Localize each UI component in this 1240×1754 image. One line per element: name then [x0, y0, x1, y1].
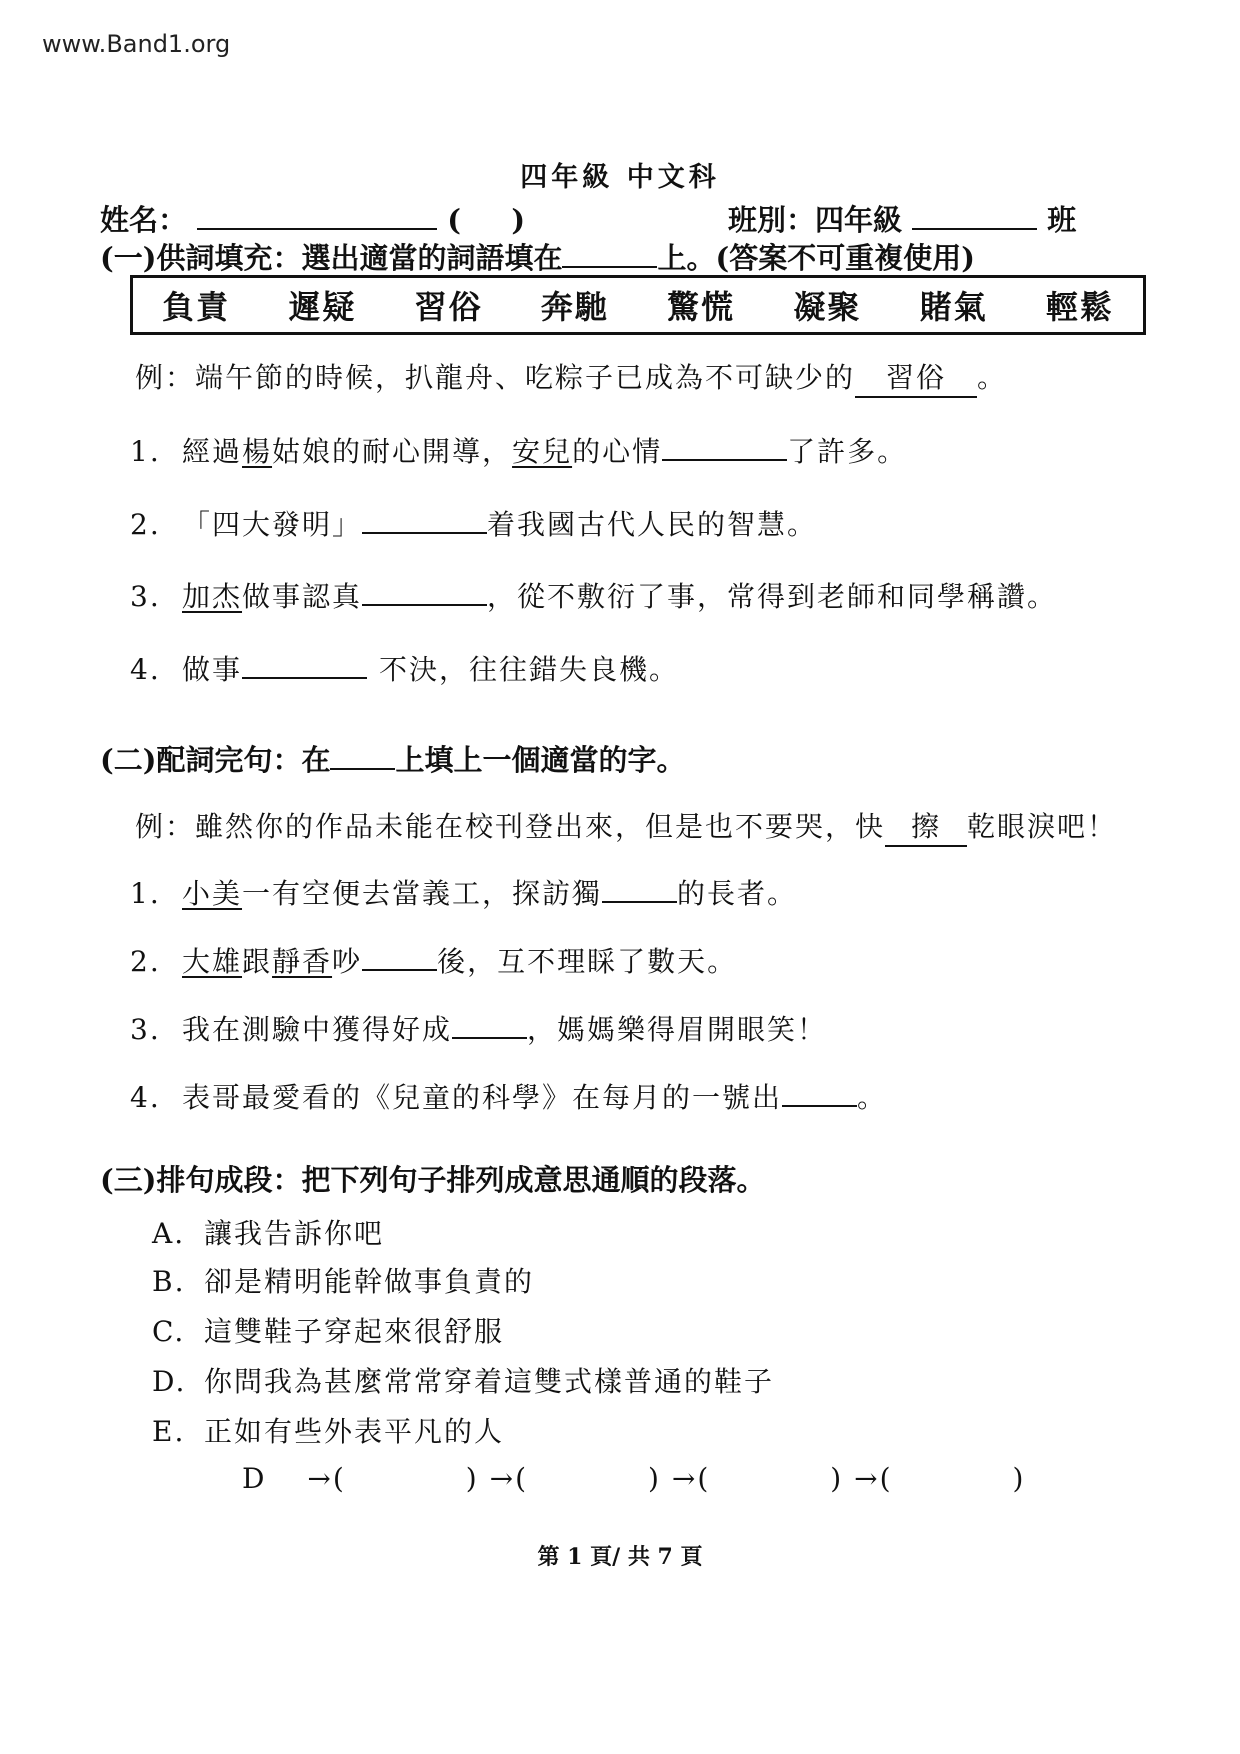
word-bank [130, 275, 1146, 335]
word-bank-item: 負責 [162, 288, 231, 326]
example-text: 例：雖然你的作品未能在校刊登出來，但是也不要哭，快 [135, 810, 886, 843]
question-text: 做事 [182, 653, 243, 686]
question-text: 做事認真 [242, 580, 363, 613]
question-text: ，從不敷衍了事，常得到老師和同學稱讚。 [487, 580, 1058, 613]
example-end: 。 [977, 361, 1008, 394]
question-number: 3. [130, 1013, 161, 1046]
question-text: 「四大發明」 [182, 508, 363, 541]
section2-instruction-b: 上填上一個適當的字。 [395, 743, 686, 777]
section1-heading: (一)供詞填充： [100, 241, 302, 275]
question-text: 的長者。 [677, 877, 798, 910]
sequence-blank[interactable]: ( [332, 1462, 346, 1495]
sentence-letter: C. [152, 1315, 186, 1348]
question-number: 3. [130, 580, 161, 613]
proper-name: 加杰 [182, 580, 243, 613]
section1-q1 [130, 430, 907, 470]
page-title: 四年級 中文科 [520, 162, 720, 193]
question-text: 經過 [182, 435, 243, 468]
answer-blank[interactable] [362, 943, 437, 971]
close-paren: ) [465, 1462, 479, 1495]
question-text: 了許多。 [787, 435, 908, 468]
section1-instruction-b: 上。(答案不可重複使用) [657, 241, 975, 275]
close-paren: ) [830, 1462, 844, 1495]
proper-name: 安兒 [512, 435, 573, 468]
page-footer: 第 1 頁/ 共 7 頁 [537, 1544, 703, 1570]
sentence-item [152, 1310, 504, 1350]
answer-blank[interactable] [452, 1011, 527, 1039]
question-text: 後，互不理睬了數天。 [437, 945, 738, 978]
question-number: 1. [130, 435, 161, 468]
question-number: 4. [130, 653, 161, 686]
question-text: 。 [857, 1081, 888, 1114]
section3-instruction: 把下列句子排列成意思通順的段落。 [301, 1163, 766, 1197]
sentence-letter: B. [152, 1265, 186, 1298]
example-answer: 擦 [885, 805, 967, 847]
question-number: 2. [130, 945, 161, 978]
section1-heading-line [100, 236, 975, 277]
arrow-icon: → [307, 1462, 333, 1495]
section2-q1 [130, 872, 797, 912]
arrow-icon: → [854, 1462, 880, 1495]
sequence-blank[interactable]: ( [879, 1462, 893, 1495]
word-bank-item: 凝聚 [793, 288, 862, 326]
section2-example [135, 805, 1117, 847]
section2-q2 [130, 940, 737, 980]
section1-q3 [130, 575, 1057, 615]
section2-q3 [130, 1008, 827, 1048]
proper-name: 大雄 [182, 945, 243, 978]
section3-heading-line [100, 1158, 765, 1199]
answer-blank[interactable] [602, 875, 677, 903]
answer-blank[interactable] [662, 433, 787, 461]
sequence-blank[interactable]: ( [515, 1462, 529, 1495]
sentence-text: 正如有些外表平凡的人 [204, 1415, 505, 1448]
question-text: ，媽媽樂得眉開眼笑！ [527, 1013, 828, 1046]
section1-example [135, 356, 1007, 398]
example-end: 乾眼淚吧！ [967, 810, 1118, 843]
proper-name: 楊 [242, 435, 273, 468]
sentence-letter: A. [152, 1217, 186, 1250]
answer-blank[interactable] [782, 1079, 857, 1107]
class-label: 班別：四年級 [728, 203, 903, 237]
word-bank-item: 遲疑 [288, 288, 357, 326]
arrow-icon: → [489, 1462, 516, 1495]
sentence-text: 這雙鞋子穿起來很舒服 [204, 1315, 505, 1348]
sequence-answer-line [242, 1462, 1025, 1495]
sentence-item [152, 1260, 534, 1300]
question-text: 一有空便去當義工，探訪獨 [242, 877, 603, 910]
word-bank-item: 習俗 [414, 288, 483, 326]
question-text: 不決，往往錯失良機。 [379, 653, 680, 686]
example-text: 例：端午節的時候，扒龍舟、吃粽子已成為不可缺少的 [135, 361, 856, 394]
class-number-paren[interactable]: ( ) [447, 203, 526, 237]
section2-heading-line [100, 738, 685, 779]
sentence-item [152, 1410, 504, 1450]
question-text: 表哥最愛看的《兒童的科學》在每月的一號出 [182, 1081, 783, 1114]
proper-name: 小美 [182, 877, 243, 910]
question-text: 吵 [332, 945, 363, 978]
sentence-item [152, 1360, 774, 1400]
name-blank[interactable] [197, 202, 437, 230]
answer-blank[interactable] [362, 506, 487, 534]
section1-q4 [130, 648, 679, 688]
sentence-text: 讓我告訴你吧 [204, 1217, 385, 1250]
section2-instruction-blank [330, 742, 395, 770]
section1-instruction-blank [562, 240, 657, 268]
answer-blank[interactable] [362, 578, 487, 606]
close-paren: ) [1012, 1462, 1026, 1495]
question-text: 着我國古代人民的智慧。 [487, 508, 818, 541]
name-label: 姓名： [100, 203, 188, 237]
class-blank[interactable] [912, 202, 1037, 230]
question-number: 1. [130, 877, 161, 910]
class-line [728, 198, 1076, 239]
answer-blank[interactable] [242, 651, 367, 679]
question-text: 的心情 [572, 435, 663, 468]
sentence-text: 你問我為甚麼常常穿着這雙式樣普通的鞋子 [204, 1365, 775, 1398]
question-text: 姑娘的耐心開導， [272, 435, 513, 468]
word-bank-item: 輕鬆 [1045, 288, 1114, 326]
close-paren: ) [648, 1462, 661, 1495]
question-number: 2. [130, 508, 161, 541]
example-answer: 習俗 [855, 356, 977, 398]
class-suffix: 班 [1047, 203, 1077, 237]
sentence-text: 卻是精明能幹做事負責的 [204, 1265, 535, 1298]
section2-heading: (二)配詞完句： [100, 743, 302, 777]
section3-heading: (三)排句成段： [100, 1163, 302, 1197]
section2-instruction-a: 在 [301, 743, 331, 777]
proper-name: 靜香 [272, 945, 333, 978]
sentence-letter: D. [152, 1365, 187, 1398]
sentence-letter: E. [152, 1415, 186, 1448]
arrow-icon: → [671, 1462, 698, 1495]
section1-q2 [130, 503, 817, 543]
sequence-start: D [242, 1462, 267, 1495]
sentence-item [152, 1212, 384, 1252]
word-bank-item: 驚慌 [667, 288, 736, 326]
word-bank-item: 賭氣 [919, 288, 988, 326]
word-bank-item: 奔馳 [540, 288, 609, 326]
question-number: 4. [130, 1081, 161, 1114]
question-text: 跟 [242, 945, 273, 978]
sequence-blank[interactable]: ( [697, 1462, 711, 1495]
site-url: www.Band1.org [42, 30, 231, 58]
question-text: 我在測驗中獲得好成 [182, 1013, 453, 1046]
name-line [100, 198, 525, 239]
section1-instruction-a: 選出適當的詞語填在 [301, 241, 563, 275]
section2-q4 [130, 1076, 887, 1116]
